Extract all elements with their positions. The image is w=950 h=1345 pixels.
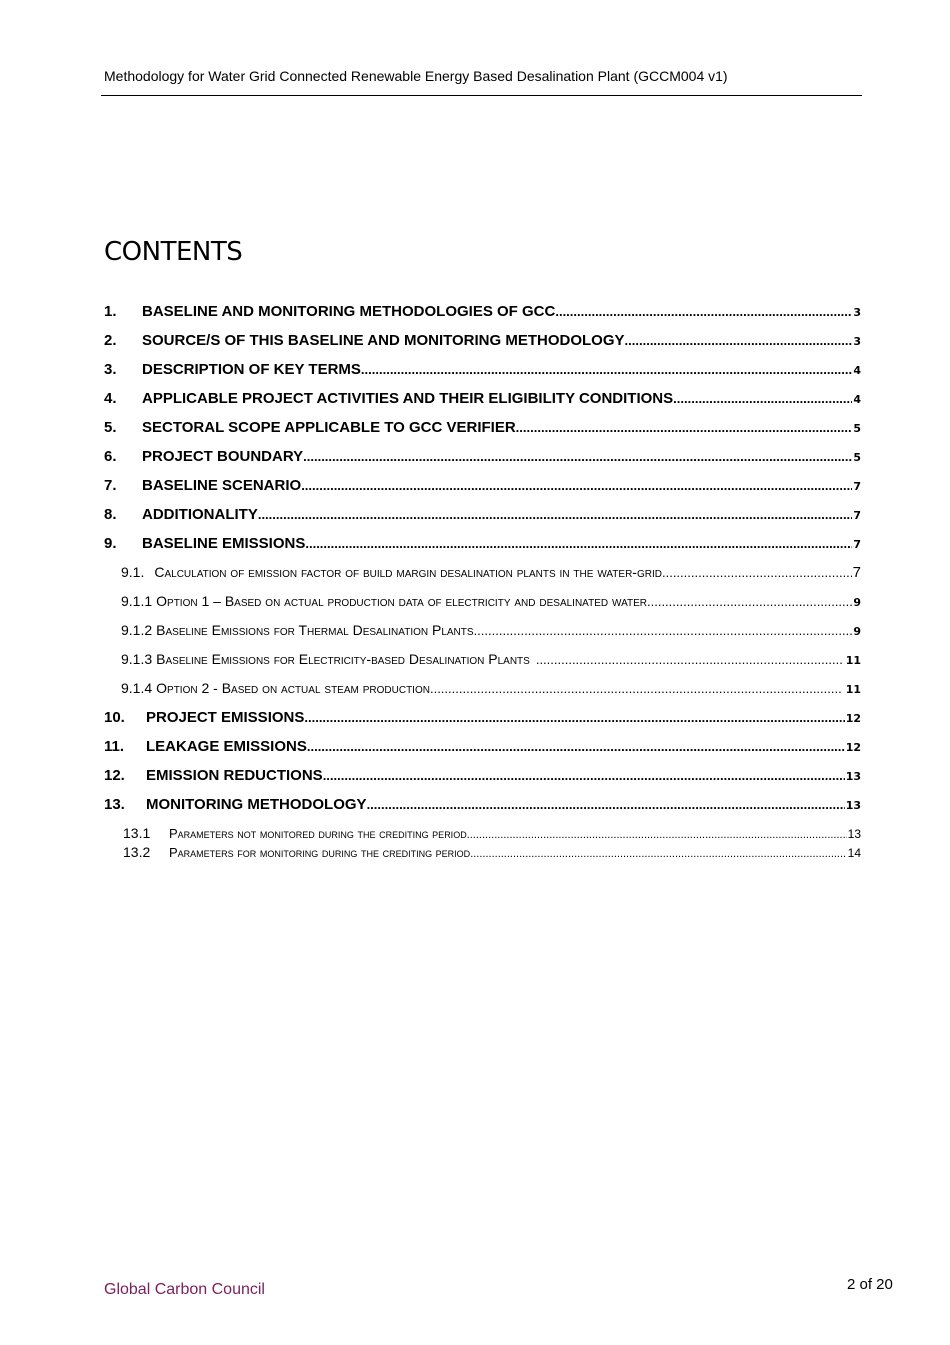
toc-entry-title: PROJECT BOUNDARY: [142, 448, 304, 465]
toc-entry-3[interactable]: [104, 361, 861, 390]
toc-leader-dots: [305, 536, 852, 551]
toc-entry-number: 12.: [104, 767, 125, 784]
toc-entry-title: BASELINE EMISSIONS: [142, 535, 306, 552]
toc-entry-number: 8.: [104, 506, 117, 523]
header-divider: [101, 95, 862, 96]
toc-entry-title: Calculation of emission factor of build margin desalination plants in the water-grid: [154, 564, 662, 580]
toc-leader-dots: [474, 623, 853, 638]
toc-leader-dots: [662, 565, 852, 580]
toc-entry-number: 2.: [104, 332, 117, 349]
toc-entry-page: 4: [853, 364, 861, 377]
toc-entry-number: 9.: [104, 535, 117, 552]
toc-leader-dots: [361, 362, 852, 377]
toc-leader-dots: [625, 333, 853, 348]
toc-entry-5[interactable]: [104, 419, 861, 448]
toc-entry-page: 13: [847, 827, 861, 841]
toc-entry-8[interactable]: [104, 506, 861, 535]
footer-organization: Global Carbon Council: [104, 1281, 265, 1298]
toc-entry-number: 11.: [104, 738, 125, 755]
toc-entry-number: 13.2: [123, 844, 151, 860]
toc-entry-title: DESCRIPTION OF KEY TERMS: [142, 361, 361, 378]
toc-leader-dots: [307, 739, 845, 754]
toc-entry-page: 9: [853, 596, 861, 609]
toc-entry-title: PROJECT EMISSIONS: [146, 709, 305, 726]
toc-entry-title: Option 1 – Based on actual production data of electricity and desalinated water: [156, 593, 647, 609]
toc-entry-number: 13.1: [123, 825, 151, 841]
toc-entry-7[interactable]: [104, 477, 861, 506]
toc-entry-number: 9.1.3: [121, 651, 153, 667]
toc-entry-page: 4: [853, 393, 861, 406]
toc-leader-dots: [323, 768, 845, 783]
toc-entry-1[interactable]: [104, 303, 861, 332]
toc-entry-9-1[interactable]: [104, 564, 861, 593]
contents-heading: CONTENTS: [104, 237, 243, 267]
toc-leader-dots: [367, 797, 845, 812]
toc-entry-page: 5: [853, 422, 861, 435]
toc-entry-4[interactable]: [104, 390, 861, 419]
toc-entry-number: 6.: [104, 448, 117, 465]
toc-entry-10[interactable]: [104, 709, 861, 738]
toc-leader-dots: [258, 507, 853, 522]
toc-entry-title: Parameters for monitoring during the crediting period: [169, 845, 471, 860]
toc-entry-title: SECTORAL SCOPE APPLICABLE TO GCC VERIFIER: [142, 419, 516, 436]
toc-entry-title: BASELINE SCENARIO: [142, 477, 302, 494]
toc-entry-page: 14: [847, 846, 861, 860]
toc-entry-2[interactable]: [104, 332, 861, 361]
toc-entry-number: 9.1.: [121, 564, 145, 580]
toc-entry-page: 11: [845, 654, 861, 667]
toc-entry-title: Baseline Emissions for Electricity-based Desalination Plants: [156, 651, 530, 667]
toc-leader-dots: [304, 710, 844, 725]
toc-entry-6[interactable]: [104, 448, 861, 477]
toc-entry-number: 5.: [104, 419, 117, 436]
toc-leader-dots: [516, 420, 853, 435]
toc-entry-title: LEAKAGE EMISSIONS: [146, 738, 307, 755]
toc-entry-13-1[interactable]: [104, 825, 861, 844]
toc-entry-title: BASELINE AND MONITORING METHODOLOGIES OF GCC: [142, 303, 556, 320]
toc-entry-title: APPLICABLE PROJECT ACTIVITIES AND THEIR ELIGIBILITY CONDITIONS: [142, 390, 674, 407]
toc-entry-page: 13: [845, 799, 861, 812]
toc-entry-page: 11: [845, 683, 861, 696]
toc-leader-dots: [647, 594, 852, 609]
toc-entry-page: 7: [853, 480, 861, 493]
toc-entry-page: 5: [853, 451, 861, 464]
toc-entry-page: 13: [845, 770, 861, 783]
toc-entry-9-1-3[interactable]: [104, 651, 861, 680]
toc-leader-dots: [470, 848, 846, 860]
toc-entry-number: 7.: [104, 477, 117, 494]
toc-leader-dots: [301, 478, 852, 493]
toc-entry-page: 7: [853, 509, 861, 522]
toc-entry-number: 3.: [104, 361, 117, 378]
toc-entry-title: EMISSION REDUCTIONS: [146, 767, 323, 784]
toc-leader-dots: [555, 304, 852, 319]
toc-leader-dots: [530, 652, 842, 667]
toc-leader-dots: [673, 391, 852, 406]
toc-entry-number: 9.1.1: [121, 593, 153, 609]
toc-leader-dots: [467, 829, 847, 841]
page-number: 2 of 20: [847, 1276, 893, 1293]
toc-entry-page: 3: [853, 335, 861, 348]
toc-entry-number: 9.1.4: [121, 680, 153, 696]
toc-entry-number: 4.: [104, 390, 117, 407]
toc-entry-9-1-1[interactable]: [104, 593, 861, 622]
toc-entry-title: Baseline Emissions for Thermal Desalination Plants: [156, 622, 474, 638]
toc-entry-title: MONITORING METHODOLOGY: [146, 796, 367, 813]
toc-entry-12[interactable]: [104, 767, 861, 796]
toc-entry-number: 10.: [104, 709, 125, 726]
table-of-contents: [104, 303, 861, 863]
toc-entry-page: 3: [853, 306, 861, 319]
toc-entry-9-1-4[interactable]: [104, 680, 861, 709]
toc-entry-number: 13.: [104, 796, 125, 813]
toc-entry-page: 7: [853, 538, 861, 551]
toc-entry-9-1-2[interactable]: [104, 622, 861, 651]
toc-entry-title: Option 2 - Based on actual steam production: [156, 680, 430, 696]
toc-entry-number: 9.1.2: [121, 622, 153, 638]
toc-entry-9[interactable]: [104, 535, 861, 564]
toc-entry-page: 12: [845, 741, 861, 754]
toc-entry-title: SOURCE/S OF THIS BASELINE AND MONITORING METHODOLOGY: [142, 332, 625, 349]
document-header: Methodology for Water Grid Connected Renewable Energy Based Desalination Plant (GCCM004 v1): [104, 68, 728, 84]
toc-leader-dots: [303, 449, 852, 464]
toc-leader-dots: [430, 681, 842, 696]
toc-entry-page: 9: [853, 625, 861, 638]
toc-entry-13-2[interactable]: [104, 844, 861, 863]
toc-entry-11[interactable]: [104, 738, 861, 767]
toc-entry-13[interactable]: [104, 796, 861, 825]
toc-entry-page: 7: [852, 564, 861, 581]
toc-entry-page: 12: [845, 712, 861, 725]
toc-entry-title: ADDITIONALITY: [142, 506, 258, 523]
toc-entry-number: 1.: [104, 303, 117, 320]
toc-entry-title: Parameters not monitored during the crediting period: [169, 826, 467, 841]
